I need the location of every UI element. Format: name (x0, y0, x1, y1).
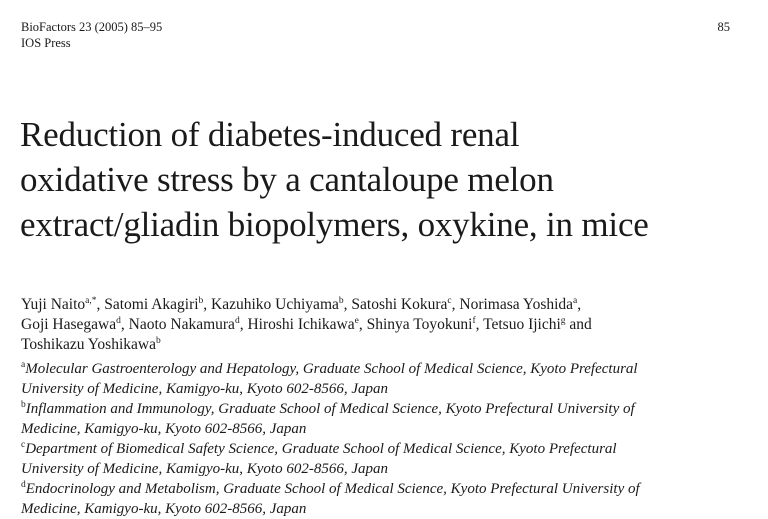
affiliation-mark: c (21, 440, 26, 450)
author-name: Hiroshi Ichikawa (247, 316, 355, 333)
publisher-name: IOS Press (21, 36, 71, 50)
title-line: Reduction of diabetes-induced renal (20, 115, 520, 154)
affiliation-line: $^b$Inflammation and Immunology, Graduate School of Medical Science, Kyoto Prefectural University of (21, 400, 635, 417)
author-name: Shinya Toyokuni (366, 316, 473, 333)
author-name: Norimasa Yoshida (459, 296, 574, 313)
affiliation-line: $^c$Department of Biomedical Safety Science, Graduate School of Medical Science, Kyoto Prefectural (21, 440, 617, 457)
author-name: Goji Hasegawa (21, 316, 117, 333)
author-list (21, 295, 751, 355)
affiliation-line: Medicine, Kamigyo-ku, Kyoto 602-8566, Japan (21, 501, 307, 517)
affiliation-line: $^d$Endocrinology and Metabolism, Graduate School of Medical Science, Kyoto Prefectural University of (21, 480, 640, 497)
author-name: Yuji Naito (21, 296, 86, 313)
author-affiliation-mark: f (472, 316, 476, 326)
author-affiliation-mark: b (155, 336, 161, 346)
affiliation-line: University of Medicine, Kamigyo-ku, Kyoto 602-8566, Japan (21, 381, 389, 397)
author-affiliation-mark: d (116, 316, 121, 326)
affiliation-line: University of Medicine, Kamigyo-ku, Kyoto 602-8566, Japan (21, 461, 389, 477)
affiliation-line: $^a$Molecular Gastroenterology and Hepatology, Graduate School of Medical Science, Kyoto Prefectural (21, 360, 638, 377)
author-name: Satomi Akagiri (104, 296, 199, 313)
author-affiliation-mark: b (338, 296, 344, 306)
author-name: Naoto Nakamura (128, 316, 235, 333)
paper-title (20, 112, 760, 247)
author-line (21, 335, 751, 355)
title-line: oxidative stress by a cantaloupe melon (20, 160, 554, 199)
running-header (21, 19, 162, 51)
affiliation-line: Medicine, Kamigyo-ku, Kyoto 602-8566, Japan (21, 421, 307, 437)
affiliation-mark: d (21, 480, 26, 490)
author-affiliation-mark: a (573, 296, 578, 306)
author-name: Satoshi Kokura (351, 296, 448, 313)
author-line: Yuji Naito$^{a,*}$, Satomi Akagiri$^b$, Kazuhiko Uchiyama$^b$, Satoshi Kokura$^c$, Norimasa Yoshida$^a$, (21, 296, 582, 313)
author-affiliation-mark: b (198, 296, 204, 306)
author-affiliation-mark: c (447, 296, 452, 306)
author-affiliation-mark: d (234, 316, 240, 326)
title-line: extract/gliadin biopolymers, oxykine, in mice (20, 205, 649, 244)
author-name: Kazuhiko Uchiyama (211, 296, 339, 313)
page-number: 85 (717, 20, 730, 34)
affiliation-mark: a (21, 360, 26, 370)
affiliation-mark: b (21, 400, 26, 410)
author-affiliation-mark: a,* (85, 296, 97, 306)
affiliation-list (21, 359, 761, 519)
author-name: Tetsuo Ijichi (483, 316, 561, 333)
author-line: Goji Hasegawa$^d$, Naoto Nakamura$^d$, Hiroshi Ichikawa$^e$, Shinya Toyokuni$^f$, Tetsuo Ijichi$^g$ and (21, 316, 592, 333)
author-affiliation-mark: e (354, 316, 359, 326)
author-affiliation-mark: g (560, 316, 566, 326)
journal-citation: BioFactors 23 (2005) 85–95 (21, 20, 163, 34)
author-name: Toshikazu Yoshikawa (21, 336, 156, 353)
